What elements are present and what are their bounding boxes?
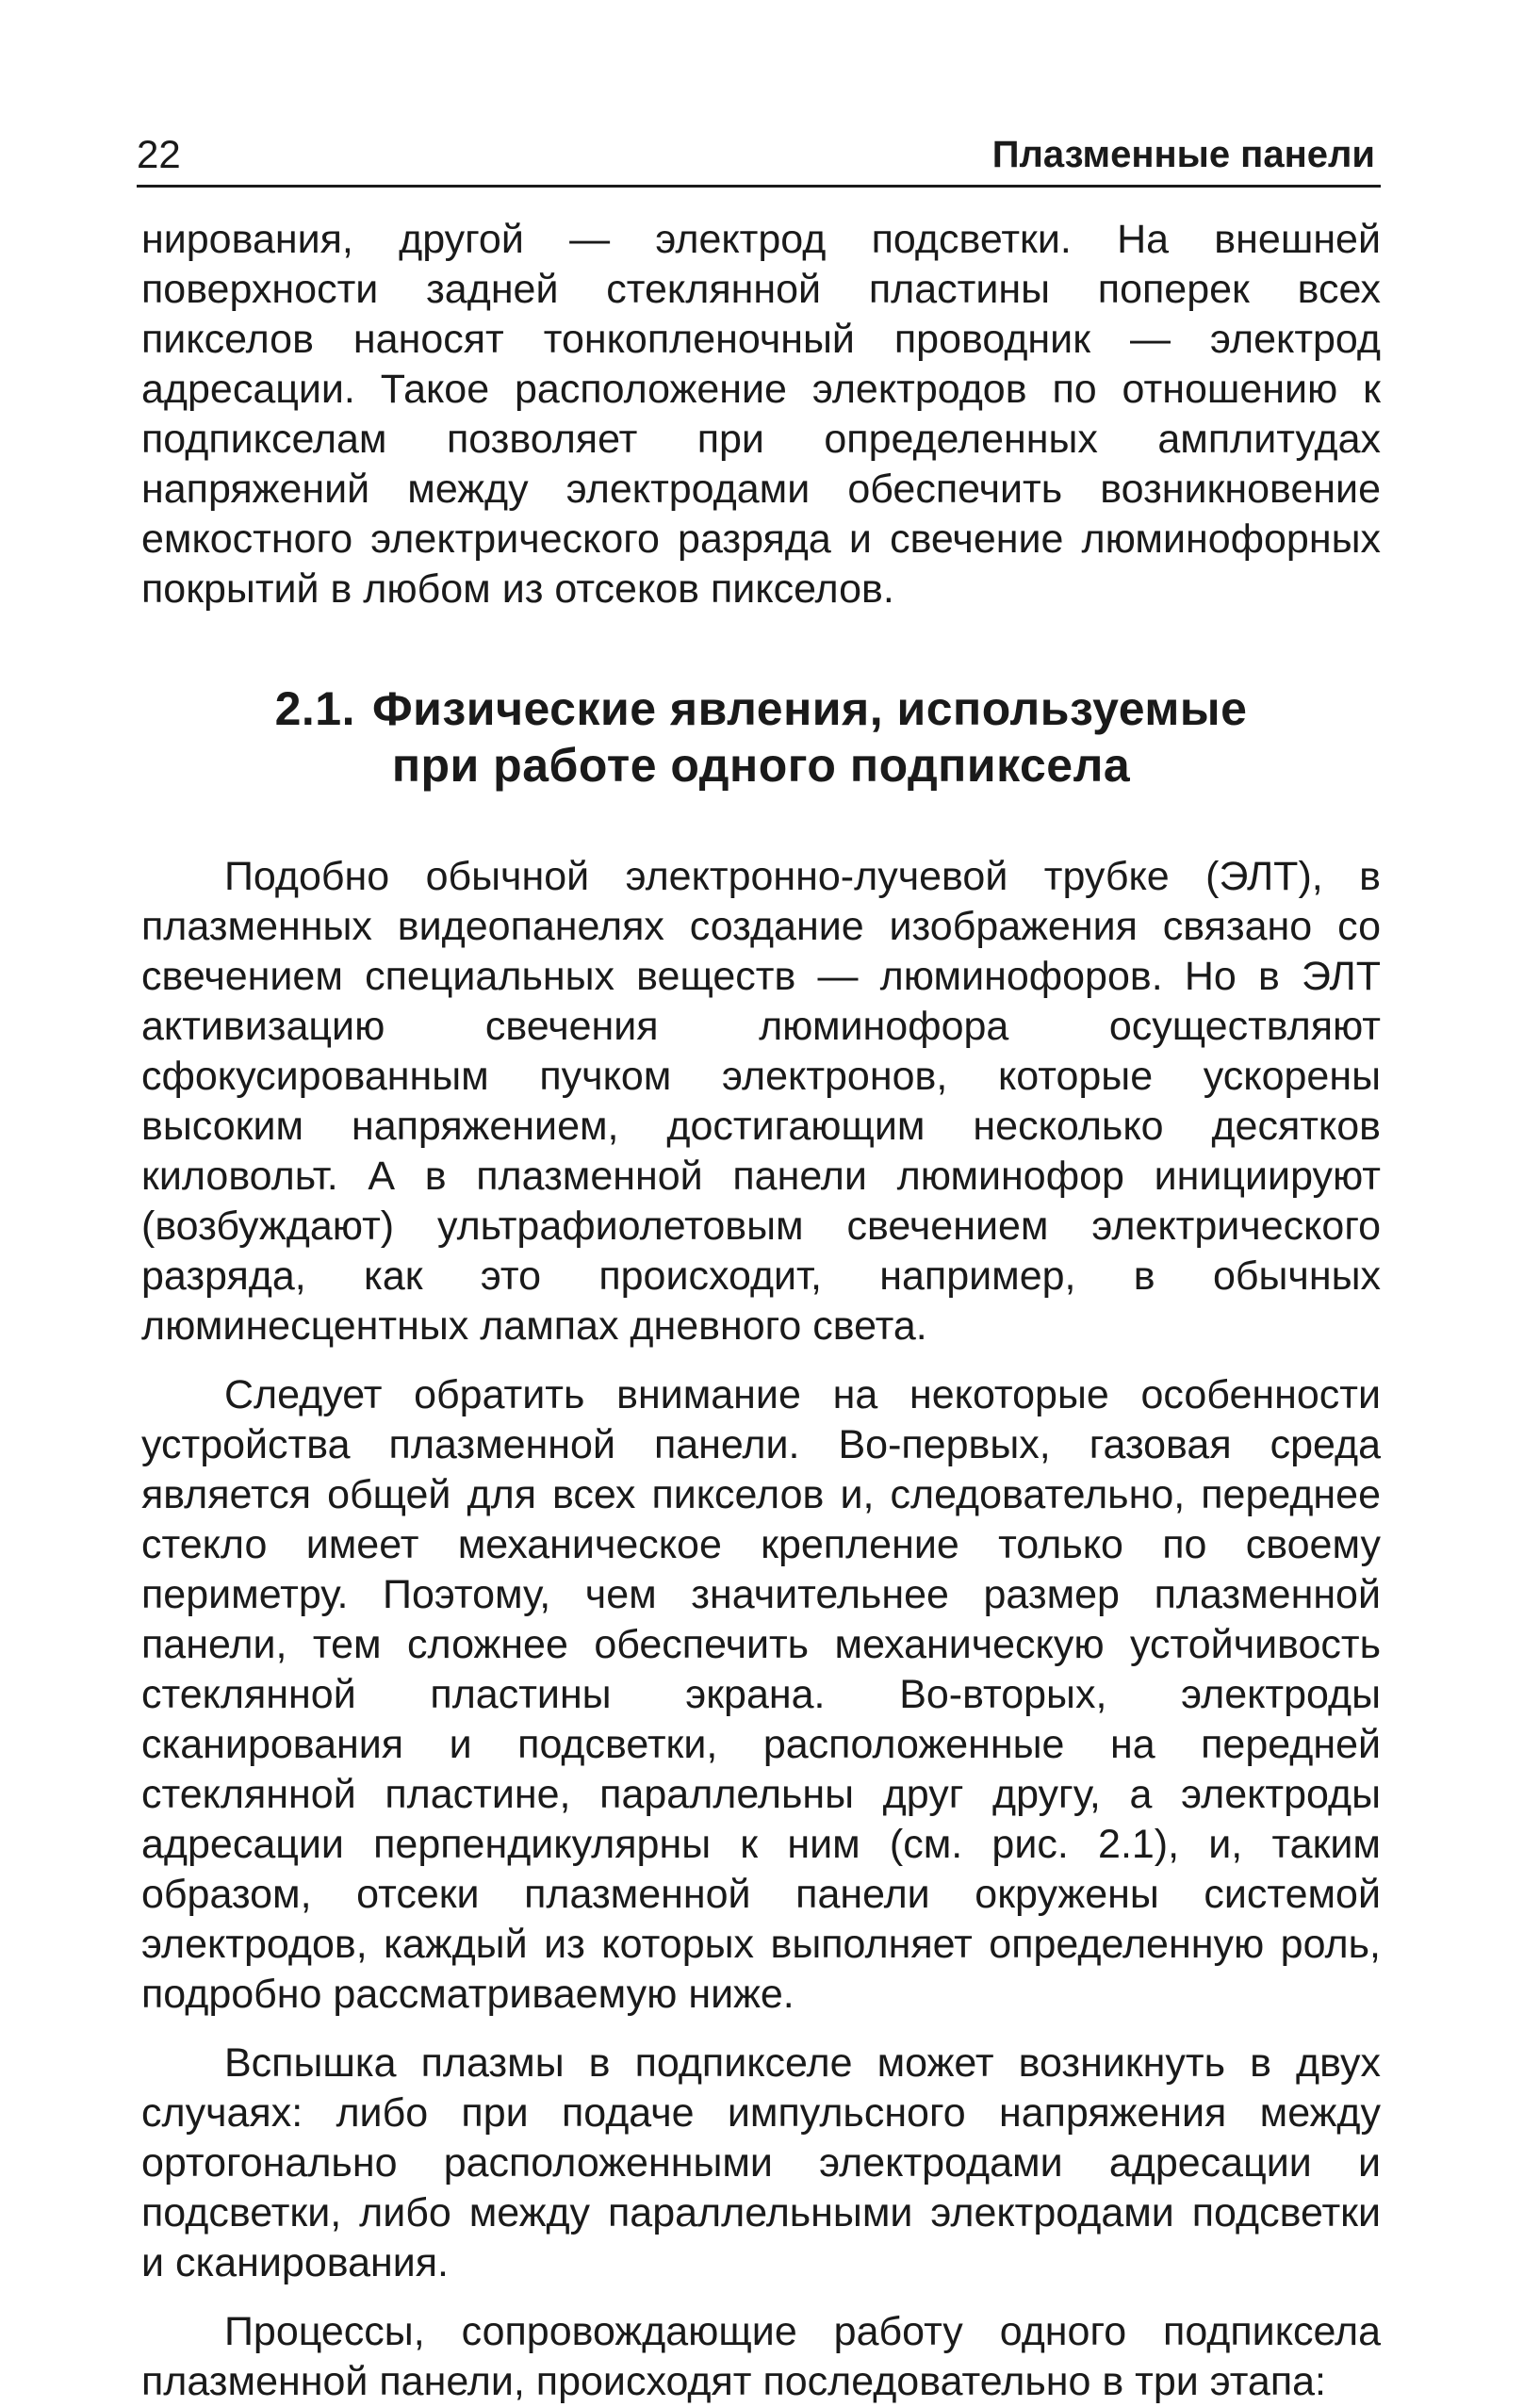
paragraph: Подобно обычной электронно-лучевой трубке (ЭЛТ), в плазменных видеопанелях создание изображения связано со свечением специальных веществ — люминофоров. Но в ЭЛТ активизацию свечения люминофора осуществляют сфокусированным пучком электронов, которые ускорены высоким напряжением, достигающим несколько десятков киловольт. А в плазменной панели люминофор инициируют (возбуждают) ультрафиолетовым свечением электрического разряда, как это происходит, например, в обычных люминесцентных лампах дневного света. — [141, 854, 1381, 1349]
section-number: 2.1. — [274, 682, 355, 735]
paragraph-continued: нирования, другой — электрод подсветки. На внешней поверхности задней стеклянной пластины поперек всех пикселов наносят тонкопленочный проводник — электрод адресации. Такое расположение электродов по отношению к подпикселам позволяет при определенных амплитудах напряжений между электродами обеспечить возникновение емкостного электрического разряда и свечение люминофорных покрытий в любом из отсеков пикселов. — [141, 217, 1381, 612]
section-heading-line-1 — [141, 680, 1381, 737]
paragraph: Вспышка плазмы в подпикселе может возникнуть в двух случаях: либо при подаче импульсного напряжения между ортогонально расположенными электродами адресации и подсветки, либо между параллельными электродами подсветки и сканирования. — [141, 2040, 1381, 2285]
section-title-part-1: Физические явления, используемые — [371, 682, 1248, 735]
page-header — [137, 130, 1381, 188]
paragraph: Процессы, сопровождающие работу одного подпиксела плазменной панели, происходят последовательно в три этапа: — [141, 2309, 1381, 2404]
page-body — [141, 215, 1381, 2407]
page-number: 22 — [137, 132, 181, 176]
section-title-part-2: при работе одного подпиксела — [391, 739, 1131, 792]
paragraph: Следует обратить внимание на некоторые особенности устройства плазменной панели. Во-первых, газовая среда является общей для всех пикселов и, следовательно, переднее стекло имеет механическое крепление только по своему периметру. Поэтому, чем значительнее размер плазменной панели, тем сложнее обеспечить механическую устойчивость стеклянной пластины экрана. Во-вторых, электроды сканирования и подсветки, расположенные на передней стеклянной пластине, параллельны друг другу, а электроды адресации перпендикулярны к ним (см. рис. 2.1), и, таким образом, отсеки плазменной панели окружены системой электродов, каждый из которых выполняет определенную роль, подробно рассматриваемую ниже. — [141, 1372, 1381, 2017]
running-title: Плазменные панели — [991, 134, 1375, 175]
section-heading — [141, 680, 1381, 794]
